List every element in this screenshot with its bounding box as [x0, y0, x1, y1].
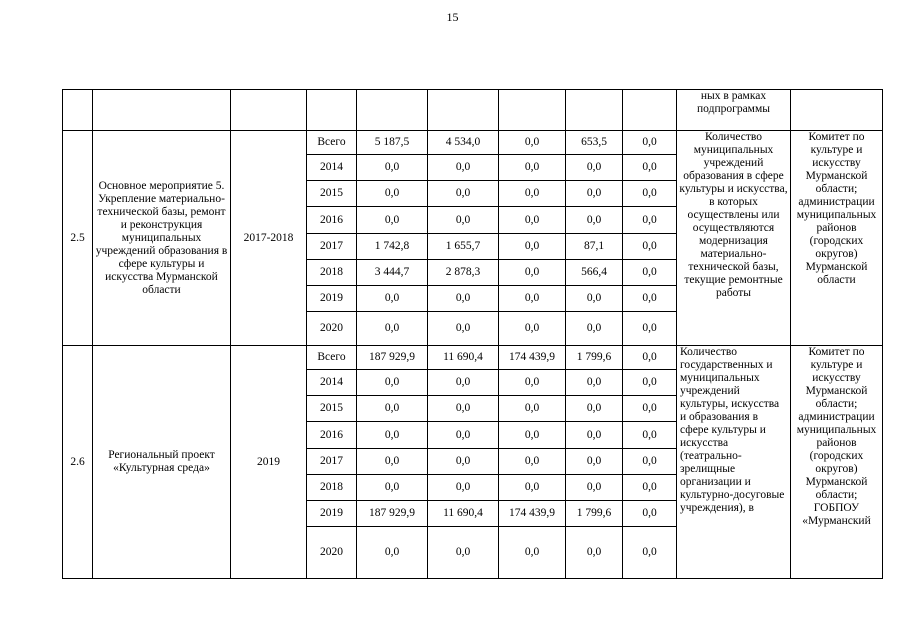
- item-name: Региональный проект «Культурная среда»: [93, 346, 231, 579]
- amount-cell: 0,0: [623, 475, 677, 501]
- year-cell: 2018: [307, 475, 357, 501]
- amount-cell: 0,0: [428, 207, 499, 234]
- year-cell: 2019: [307, 286, 357, 312]
- amount-cell: 0,0: [428, 475, 499, 501]
- amount-cell: 0,0: [623, 370, 677, 396]
- amount-cell: 0,0: [499, 207, 566, 234]
- amount-cell: 566,4: [566, 260, 623, 286]
- amount-cell: 0,0: [623, 312, 677, 346]
- amount-cell: 0,0: [566, 449, 623, 475]
- executor-text: Комитет по культуре и искусству Мурманской области; администрации муниципальных районов (городских округов) Мурманской области; ГОБПОУ «Мурманский: [791, 346, 883, 579]
- amount-cell: 0,0: [357, 286, 428, 312]
- year-cell: 2014: [307, 370, 357, 396]
- amount-cell: 174 439,9: [499, 346, 566, 370]
- amount-cell: 0,0: [623, 501, 677, 527]
- amount-cell: 653,5: [566, 131, 623, 155]
- item-number: 2.6: [63, 346, 93, 579]
- amount-cell: 0,0: [499, 155, 566, 181]
- amount-cell: 0,0: [428, 181, 499, 207]
- amount-cell: 0,0: [499, 527, 566, 579]
- amount-cell: 5 187,5: [357, 131, 428, 155]
- empty-cell: [566, 90, 623, 131]
- amount-cell: 0,0: [357, 527, 428, 579]
- amount-cell: 0,0: [499, 260, 566, 286]
- amount-cell: 0,0: [499, 286, 566, 312]
- amount-cell: 0,0: [566, 207, 623, 234]
- amount-cell: 0,0: [357, 370, 428, 396]
- amount-cell: 0,0: [428, 286, 499, 312]
- empty-cell: [623, 90, 677, 131]
- amount-cell: 0,0: [623, 260, 677, 286]
- amount-cell: 0,0: [357, 422, 428, 449]
- amount-cell: 0,0: [357, 181, 428, 207]
- empty-cell: [499, 90, 566, 131]
- amount-cell: 0,0: [499, 370, 566, 396]
- amount-cell: 0,0: [566, 370, 623, 396]
- amount-cell: 0,0: [357, 312, 428, 346]
- amount-cell: 0,0: [566, 527, 623, 579]
- amount-cell: 0,0: [428, 449, 499, 475]
- continuation-row: [63, 90, 883, 131]
- empty-cell: [307, 90, 357, 131]
- table-row: [63, 131, 883, 155]
- amount-cell: 0,0: [499, 422, 566, 449]
- amount-cell: 0,0: [623, 346, 677, 370]
- amount-cell: 0,0: [499, 449, 566, 475]
- amount-cell: 1 799,6: [566, 501, 623, 527]
- amount-cell: 187 929,9: [357, 346, 428, 370]
- amount-cell: 0,0: [623, 207, 677, 234]
- amount-cell: 0,0: [499, 396, 566, 422]
- amount-cell: 1 742,8: [357, 234, 428, 260]
- year-cell: Всего: [307, 131, 357, 155]
- amount-cell: 0,0: [623, 286, 677, 312]
- year-cell: 2018: [307, 260, 357, 286]
- item-name: Основное мероприятие 5. Укрепление материально-технической базы, ремонт и реконструкция муниципальных учреждений образования в сфере культуры и искусства Мурманской области: [93, 131, 231, 346]
- page-number: 15: [446, 10, 459, 24]
- year-cell: 2014: [307, 155, 357, 181]
- amount-cell: 3 444,7: [357, 260, 428, 286]
- amount-cell: 87,1: [566, 234, 623, 260]
- amount-cell: 0,0: [623, 234, 677, 260]
- amount-cell: 0,0: [499, 131, 566, 155]
- table-row: [63, 346, 883, 370]
- year-cell: 2017: [307, 449, 357, 475]
- amount-cell: 0,0: [357, 449, 428, 475]
- amount-cell: 0,0: [566, 155, 623, 181]
- amount-cell: 1 799,6: [566, 346, 623, 370]
- empty-cell: [357, 90, 428, 131]
- item-period: 2017-2018: [231, 131, 307, 346]
- empty-cell: [93, 90, 231, 131]
- amount-cell: 0,0: [623, 155, 677, 181]
- amount-cell: 187 929,9: [357, 501, 428, 527]
- amount-cell: 0,0: [499, 475, 566, 501]
- amount-cell: 174 439,9: [499, 501, 566, 527]
- amount-cell: 0,0: [499, 312, 566, 346]
- amount-cell: 0,0: [566, 422, 623, 449]
- item-period: 2019: [231, 346, 307, 579]
- amount-cell: 0,0: [623, 396, 677, 422]
- year-cell: 2017: [307, 234, 357, 260]
- continuation-text: ных в рамках подпрограммы: [677, 90, 791, 131]
- amount-cell: 11 690,4: [428, 346, 499, 370]
- amount-cell: 0,0: [357, 475, 428, 501]
- empty-cell: [428, 90, 499, 131]
- amount-cell: 0,0: [428, 370, 499, 396]
- amount-cell: 2 878,3: [428, 260, 499, 286]
- amount-cell: 0,0: [566, 475, 623, 501]
- amount-cell: 0,0: [428, 155, 499, 181]
- amount-cell: 0,0: [566, 396, 623, 422]
- amount-cell: 0,0: [357, 396, 428, 422]
- amount-cell: 0,0: [623, 131, 677, 155]
- amount-cell: 0,0: [566, 181, 623, 207]
- year-cell: Всего: [307, 346, 357, 370]
- amount-cell: 0,0: [428, 396, 499, 422]
- year-cell: 2016: [307, 207, 357, 234]
- amount-cell: 0,0: [623, 422, 677, 449]
- year-cell: 2015: [307, 181, 357, 207]
- amount-cell: 4 534,0: [428, 131, 499, 155]
- program-table: [62, 89, 883, 579]
- indicator-text: Количество государственных и муниципальных учреждений культуры, искусства и образования в сфере культуры и искусства (театрально-зрелищные организации и культурно-досуговые учреждения), в: [677, 346, 791, 579]
- amount-cell: 0,0: [428, 312, 499, 346]
- amount-cell: 0,0: [499, 181, 566, 207]
- amount-cell: 11 690,4: [428, 501, 499, 527]
- amount-cell: 0,0: [357, 155, 428, 181]
- amount-cell: 0,0: [623, 527, 677, 579]
- year-cell: 2020: [307, 312, 357, 346]
- amount-cell: 0,0: [566, 312, 623, 346]
- amount-cell: 0,0: [566, 286, 623, 312]
- year-cell: 2019: [307, 501, 357, 527]
- amount-cell: 0,0: [623, 449, 677, 475]
- year-cell: 2015: [307, 396, 357, 422]
- year-cell: 2020: [307, 527, 357, 579]
- indicator-text: Количество муниципальных учреждений образования в сфере культуры и искусства, в которых осуществлены или осуществляются модернизация материально-технической базы, текущие ремонтные работы: [677, 131, 791, 346]
- empty-cell: [63, 90, 93, 131]
- amount-cell: 0,0: [428, 422, 499, 449]
- item-number: 2.5: [63, 131, 93, 346]
- amount-cell: 0,0: [357, 207, 428, 234]
- amount-cell: 0,0: [428, 527, 499, 579]
- empty-cell: [231, 90, 307, 131]
- year-cell: 2016: [307, 422, 357, 449]
- amount-cell: 1 655,7: [428, 234, 499, 260]
- executor-text: Комитет по культуре и искусству Мурманской области; администрации муниципальных районов (городских округов) Мурманской области: [791, 131, 883, 346]
- empty-cell: [791, 90, 883, 131]
- amount-cell: 0,0: [623, 181, 677, 207]
- amount-cell: 0,0: [499, 234, 566, 260]
